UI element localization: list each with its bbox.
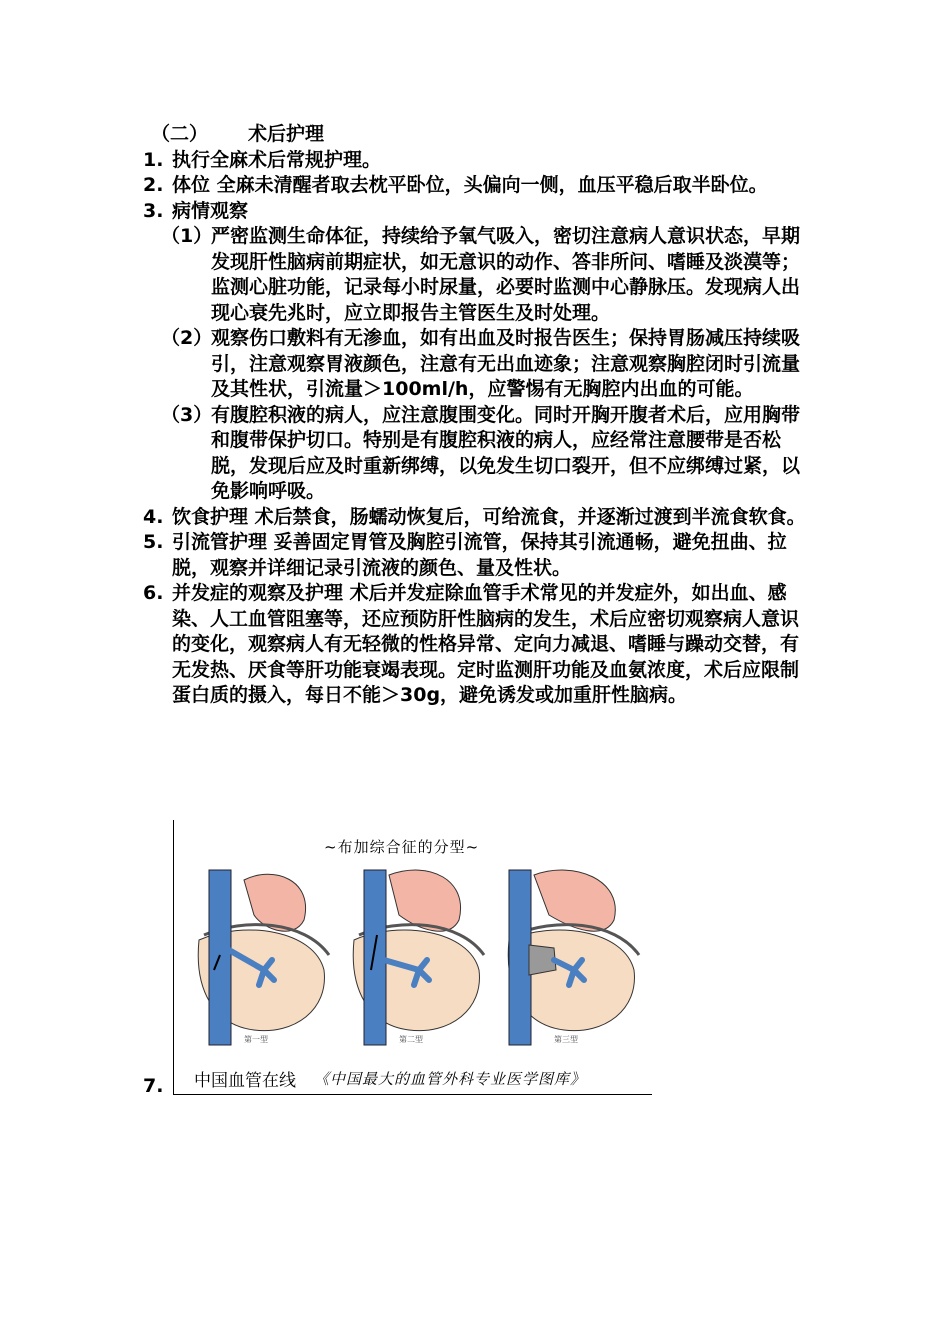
item-text: 引流管护理 妥善固定胃管及胸腔引流管，保持其引流通畅，避免扭曲、拉脱，观察并详细记录引流液的颜色、量及性状。 [172, 531, 787, 579]
item-text: 饮食护理 术后禁食，肠蠕动恢复后，可给流食，并逐渐过渡到半流食软食。 [172, 505, 806, 528]
figure-caption: 《中国最大的血管外科专业医学图库》 [314, 1070, 587, 1088]
item-number: 3. [143, 199, 164, 222]
section-title: 术后护理 [248, 123, 325, 145]
item-text: 并发症的观察及护理 术后并发症除血管手术常见的并发症外，如出血、感染、人工血管阻塞等，还应预防肝性脑病的发生，术后应密切观察病人意识的变化，观察病人有无轻微的性格异常、定向力减退、嗜睡与躁动交替，有无发热、厌食等肝功能衰竭表现。定时监测肝功能及血氨浓度，术后应限制蛋白质的摄入，每日不能＞30g，避免诱发或加重肝性脑病。 [172, 582, 800, 706]
list-item [143, 530, 813, 581]
liver-illustration-icon [184, 860, 334, 1050]
document-body [143, 122, 813, 709]
panel-label: 第二型 [399, 1035, 423, 1044]
figure-block [143, 820, 653, 1100]
item-text: 执行全麻术后常规护理。 [172, 148, 382, 171]
figure-panel-type2 [339, 860, 489, 1050]
item-number: 1. [143, 148, 164, 171]
list-item [143, 581, 813, 709]
sub-item [161, 403, 813, 505]
sub-item-number: （1） [161, 225, 213, 247]
panel-label: 第三型 [554, 1035, 578, 1044]
budd-chiari-figure [173, 820, 652, 1095]
liver-illustration-icon [494, 860, 644, 1050]
item-number: 6. [143, 582, 164, 604]
list-item [143, 173, 813, 199]
sub-item-number: （3） [161, 403, 213, 426]
section-heading [143, 122, 813, 148]
figure-source: 中国血管在线 [194, 1071, 296, 1091]
list-item [143, 199, 813, 225]
sub-item-text: 有腹腔积液的病人，应注意腹围变化。同时开胸开腹者术后，应用胸带和腹带保护切口。特别是有腹腔积液的病人，应经常注意腰带是否松脱，发现后应及时重新绑缚，以免发生切口裂开，但不应绑缚过紧，以免影响呼吸。 [211, 403, 801, 502]
sub-item-text: 严密监测生命体征，持续给予氧气吸入，密切注意病人意识状态，早期发现肝性脑病前期症状，如无意识的动作、答非所问、嗜睡及淡漠等；监测心脏功能，记录每小时尿量，必要时监测中心静脉压。发现病人出现心衰先兆时，应立即报告主管医生及时处理。 [211, 225, 801, 324]
item-number: 4. [143, 505, 164, 528]
figure-panel-type1 [184, 860, 334, 1050]
sub-item [161, 326, 813, 403]
item-number: 5. [143, 531, 164, 553]
list-item [143, 505, 813, 531]
sub-item-number: （2） [161, 327, 213, 349]
panel-label: 第一型 [244, 1035, 268, 1044]
sub-item [161, 224, 813, 326]
sub-item-text: 观察伤口敷料有无渗血，如有出血及时报告医生；保持胃肠减压持续吸引，注意观察胃液颜色，注意有无出血迹象；注意观察胸腔闭时引流量及其性状，引流量＞100ml/h，应警惕有无胸腔内出血的可能。 [211, 327, 801, 400]
list-item [143, 148, 813, 174]
item-number: 2. [143, 174, 164, 196]
item-text: 体位 全麻未清醒者取去枕平卧位，头偏向一侧，血压平稳后取半卧位。 [172, 174, 768, 196]
figure-title: ~布加综合征的分型~ [324, 838, 480, 856]
liver-illustration-icon [339, 860, 489, 1050]
section-marker: （二） [151, 123, 209, 145]
figure-number: 7. [143, 1075, 164, 1097]
item-text: 病情观察 [172, 199, 249, 222]
figure-panel-type3 [494, 860, 644, 1050]
